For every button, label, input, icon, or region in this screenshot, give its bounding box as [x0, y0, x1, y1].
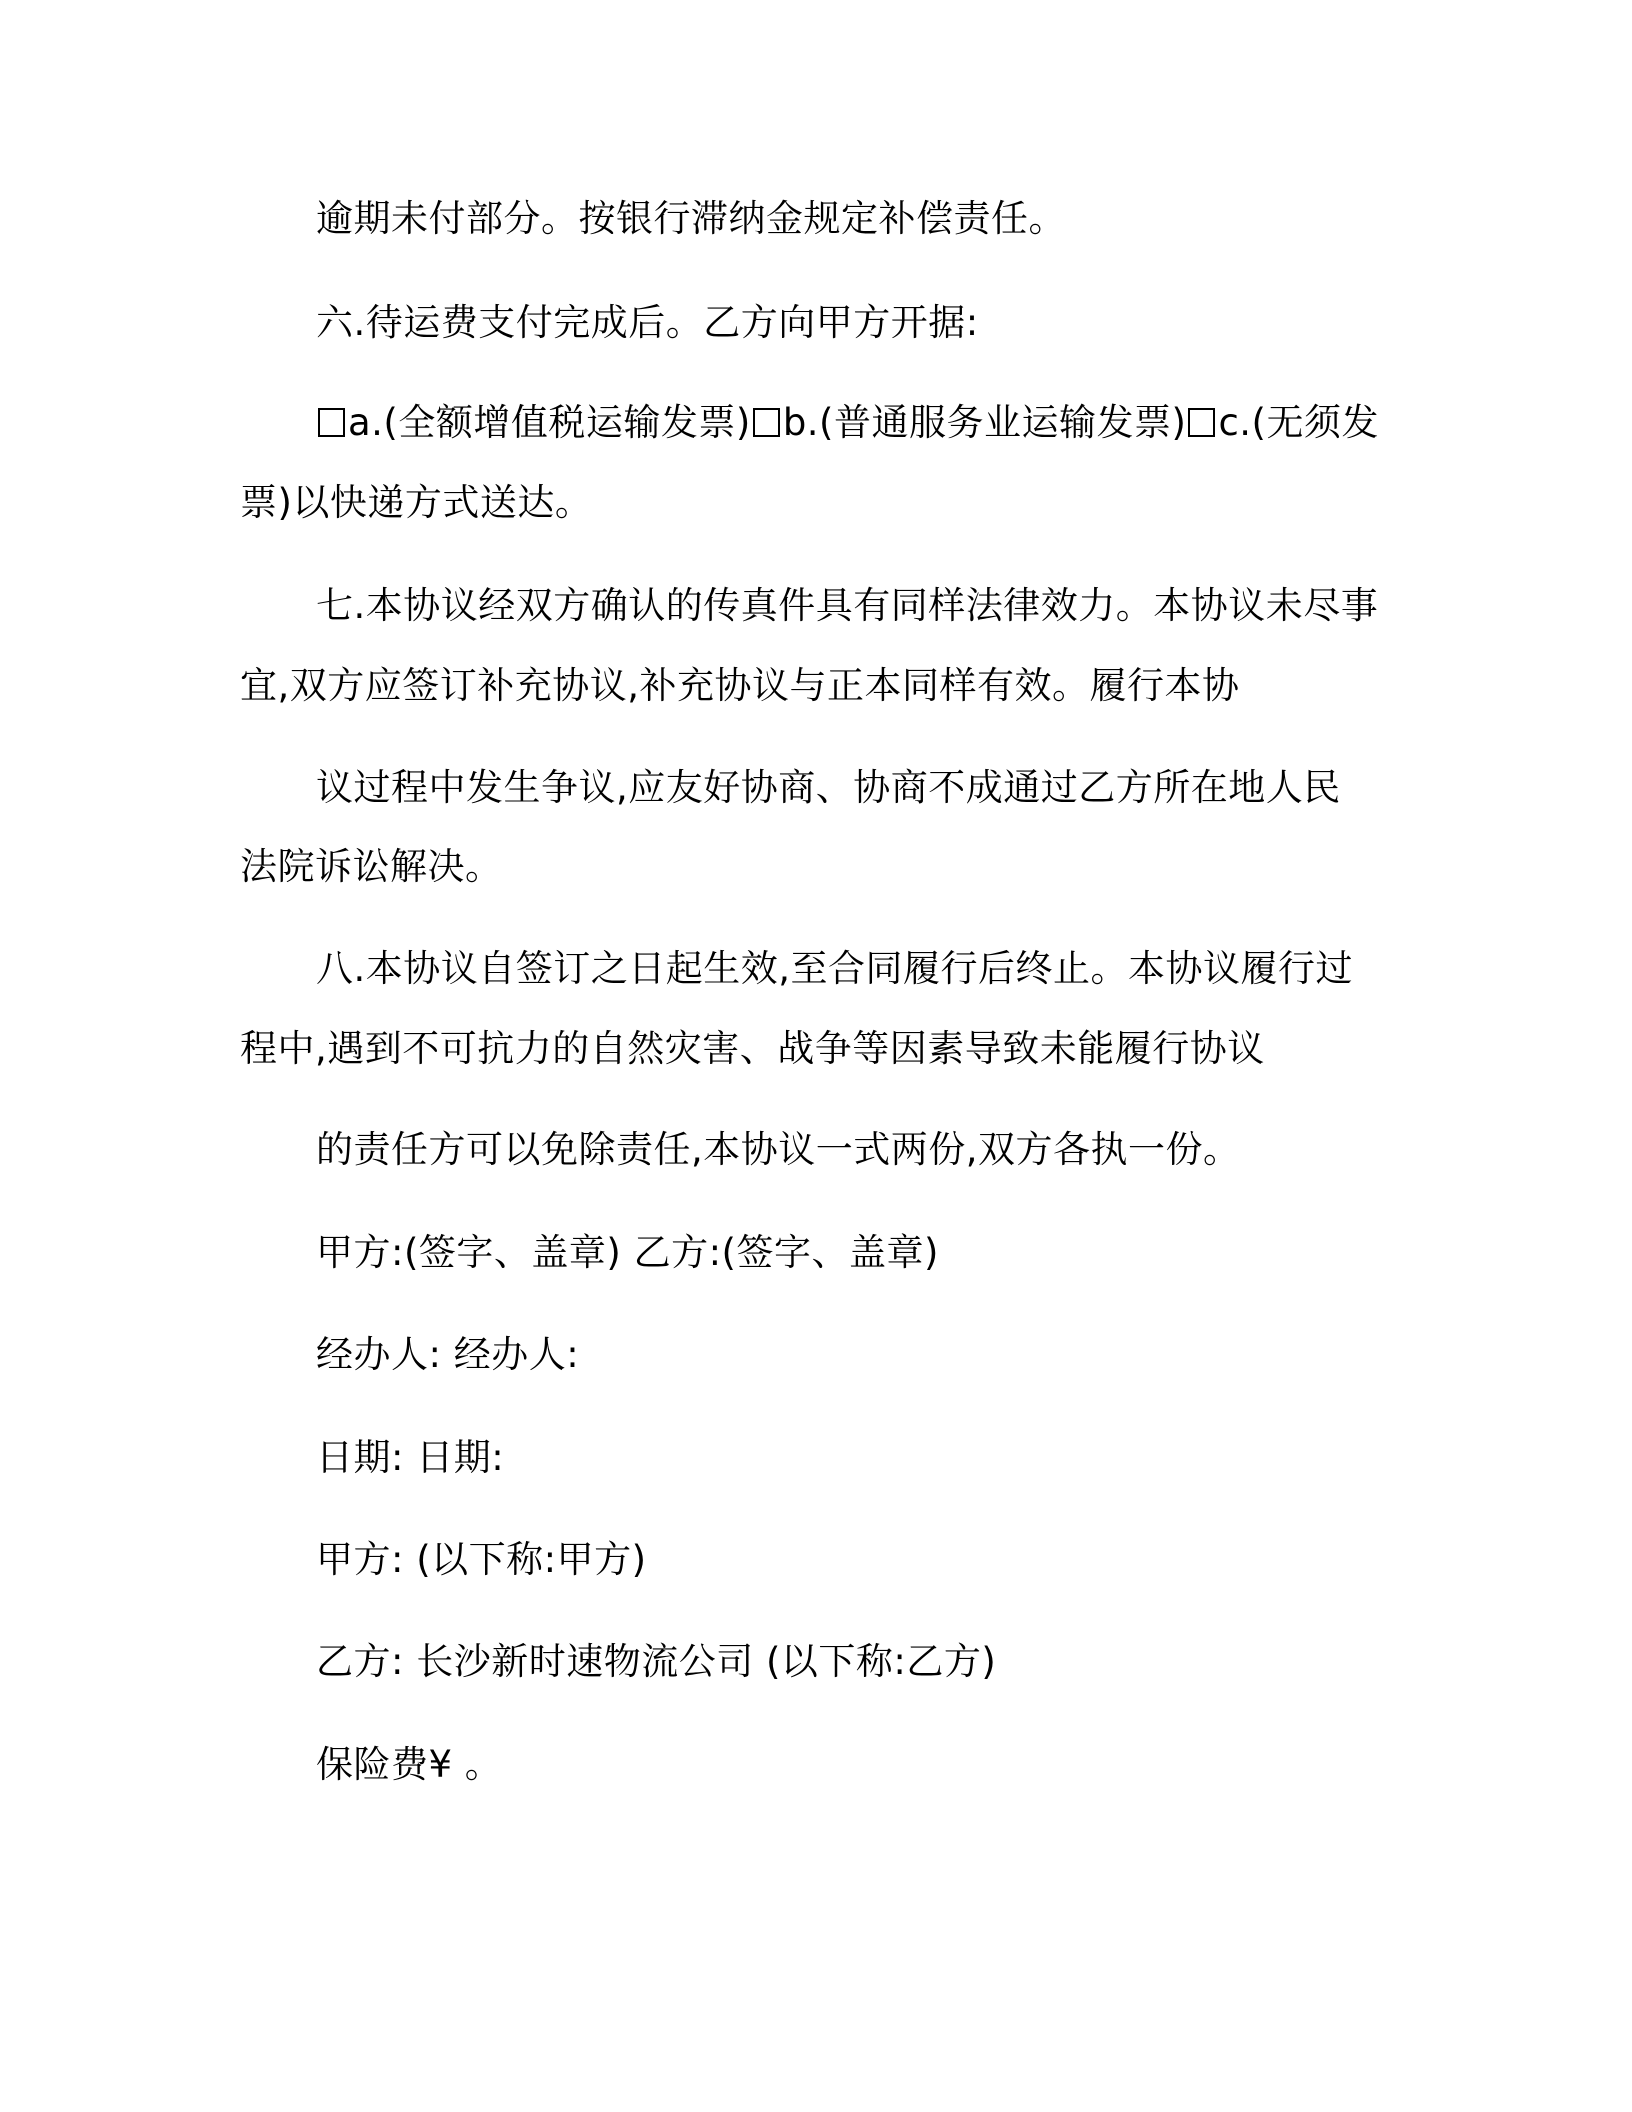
clause-six-line — [316, 298, 979, 348]
text-clause-six: 六.待运费支付完成后。乙方向甲方开据: — [316, 301, 979, 344]
party-b-line — [316, 1637, 996, 1687]
text-clause-seven-4: 法院诉讼解决。 — [240, 845, 503, 888]
clause-eight-line-3 — [316, 1125, 1241, 1175]
option-a-label: a.(全额增值税运输发票) — [348, 401, 751, 444]
text-clause-eight-3: 的责任方可以免除责任,本协议一式两份,双方各执一份。 — [316, 1128, 1241, 1171]
signature-line — [316, 1228, 939, 1278]
insurance-fee-line — [316, 1740, 502, 1790]
text-clause-seven-3: 议过程中发生争议,应友好协商、协商不成通过乙方所在地人民 — [316, 766, 1341, 809]
text-clause-eight-2: 程中,遇到不可抗力的自然灾害、战争等因素导致未能履行协议 — [240, 1027, 1265, 1070]
text-overdue: 逾期未付部分。按银行滞纳金规定补偿责任。 — [316, 197, 1066, 240]
clause-seven-line-2 — [240, 661, 1240, 711]
clause-eight-line-1 — [316, 944, 1353, 994]
text-invoice-delivery: 票)以快递方式送达。 — [240, 481, 593, 524]
text-clause-seven-2: 宜,双方应签订补充协议,补充协议与正本同样有效。履行本协 — [240, 664, 1240, 707]
invoice-options-line — [316, 398, 1379, 448]
text-date: 日期: 日期: — [316, 1436, 505, 1479]
text-insurance-fee: 保险费¥ 。 — [316, 1743, 503, 1786]
checkbox-b[interactable] — [753, 408, 780, 437]
clause-seven-line-1 — [316, 581, 1378, 631]
text-party-b: 乙方: 长沙新时速物流公司 (以下称:乙方) — [316, 1640, 997, 1683]
text-clause-seven-1: 七.本协议经双方确认的传真件具有同样法律效力。本协议未尽事 — [316, 584, 1379, 627]
party-a-line — [316, 1535, 647, 1585]
clause-eight-line-2 — [240, 1024, 1265, 1074]
text-handler: 经办人: 经办人: — [316, 1333, 580, 1376]
paragraph-overdue-line — [316, 194, 1066, 244]
checkbox-c[interactable] — [1188, 408, 1215, 437]
option-b-label: b.(普通服务业运输发票) — [782, 401, 1187, 444]
clause-seven-line-3 — [316, 763, 1341, 813]
option-c-label: c.(无须发 — [1218, 401, 1379, 444]
handler-line — [316, 1330, 579, 1380]
invoice-delivery-line — [240, 478, 592, 528]
text-party-a: 甲方: (以下称:甲方) — [316, 1538, 647, 1581]
checkbox-a[interactable] — [318, 408, 345, 437]
date-line — [316, 1433, 504, 1483]
clause-seven-line-4 — [240, 842, 503, 892]
text-signature: 甲方:(签字、盖章) 乙方:(签字、盖章) — [316, 1231, 939, 1274]
text-clause-eight-1: 八.本协议自签订之日起生效,至合同履行后终止。本协议履行过 — [316, 947, 1354, 990]
